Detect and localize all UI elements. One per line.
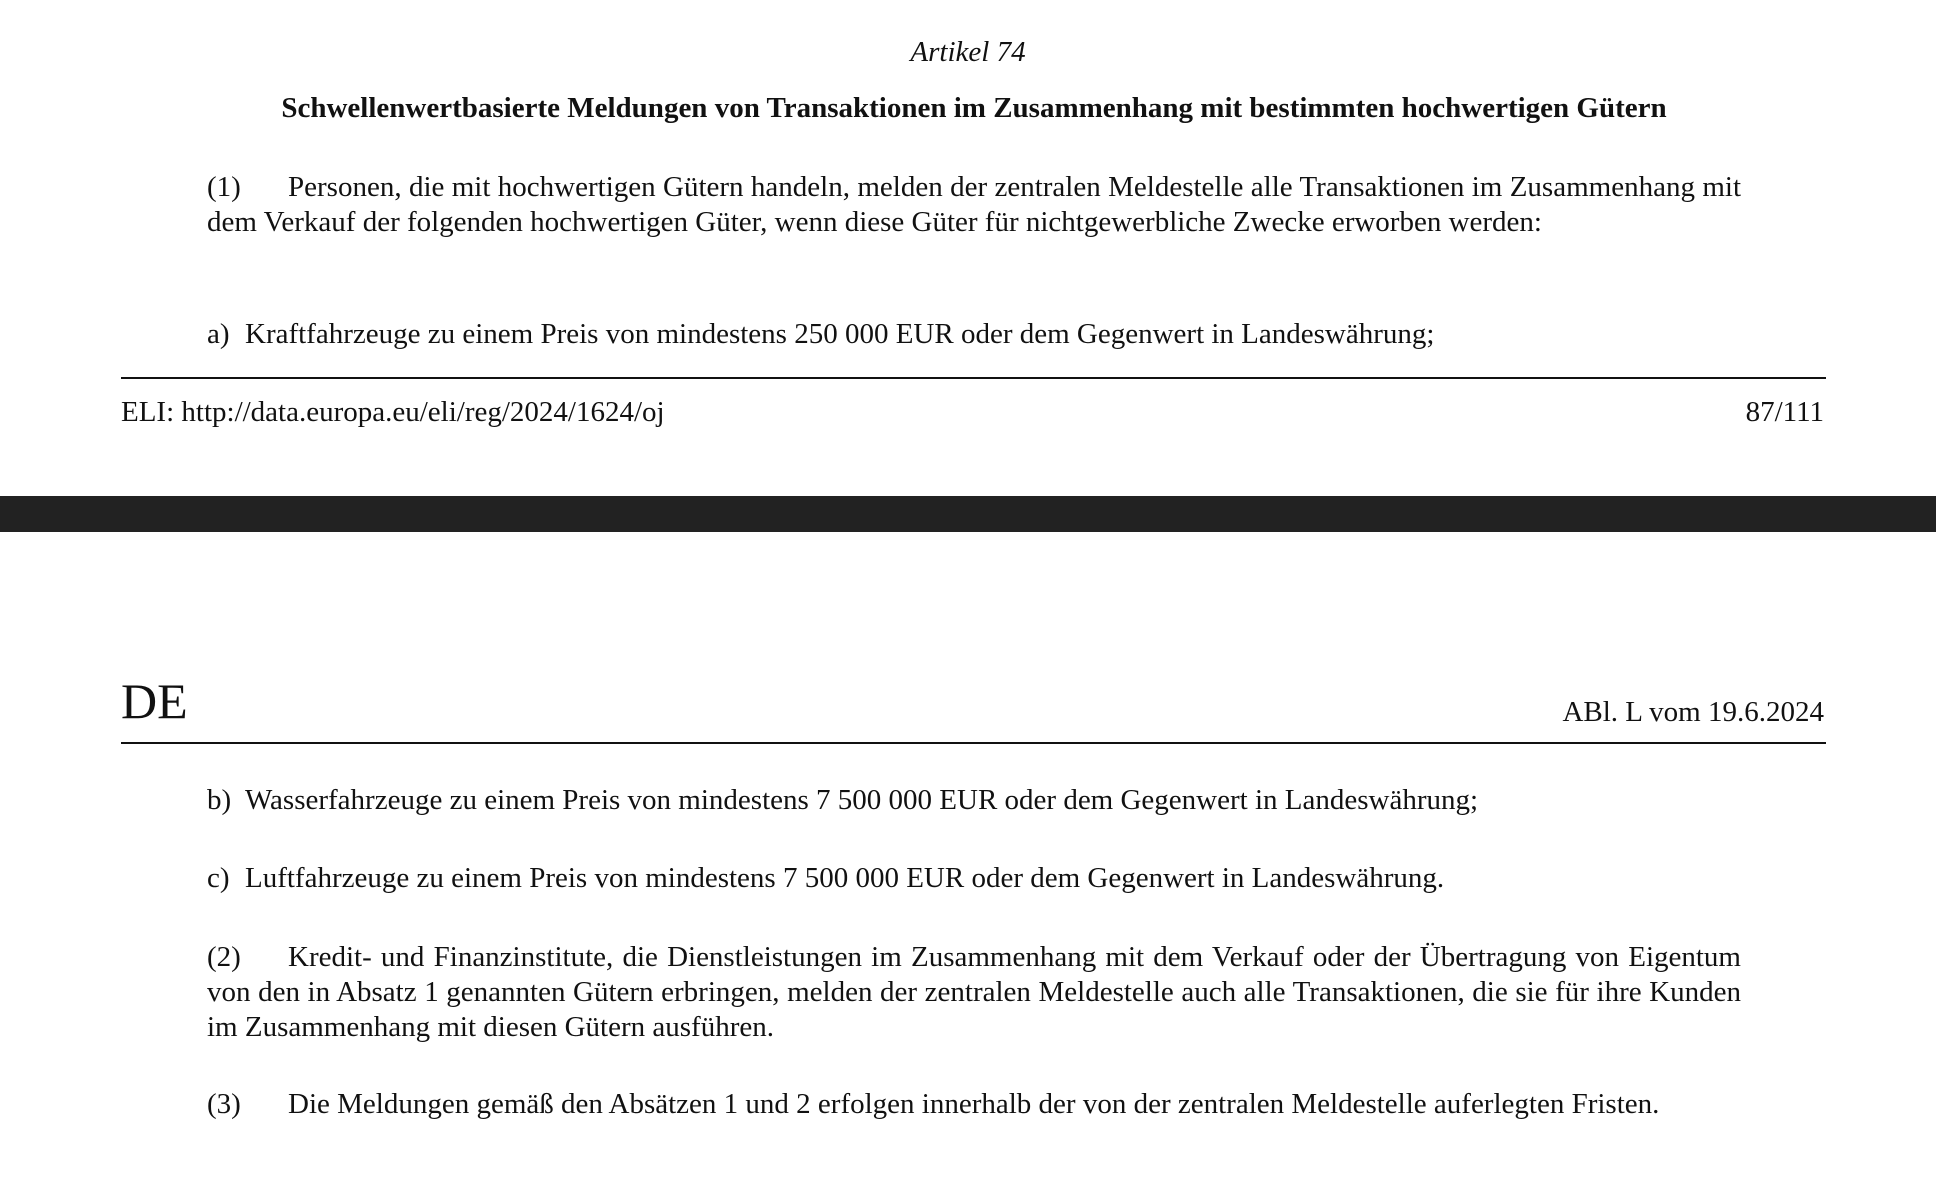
list-item-c-letter: c) (207, 862, 230, 894)
page-87 (0, 0, 1936, 496)
paragraph-2-number: (2) (207, 941, 241, 973)
page-separator (0, 496, 1936, 532)
paragraph-2 (207, 940, 1741, 1045)
list-item-c-text: Luftfahrzeuge zu einem Preis von mindestens 7 500 000 EUR oder dem Gegenwert in Landeswährung. (245, 862, 1445, 894)
list-item-c (207, 862, 1444, 895)
footer-rule (121, 377, 1826, 379)
article-label: Artikel 74 (910, 36, 1026, 68)
header-rule (121, 742, 1826, 744)
article-title: Schwellenwertbasierte Meldungen von Transaktionen im Zusammenhang mit bestimmten hochwertigen Gütern (281, 92, 1667, 124)
paragraph-3 (207, 1087, 1741, 1122)
paragraph-1-number: (1) (207, 171, 241, 203)
header-journal-reference: ABl. L vom 19.6.2024 (1562, 696, 1824, 728)
paragraph-1 (207, 170, 1741, 240)
paragraph-3-number: (3) (207, 1088, 241, 1120)
paragraph-2-text: Kredit- und Finanzinstitute, die Dienstleistungen im Zusammenhang mit dem Verkauf oder der Übertragung von Eigentum von den in Absatz 1 genannten Gütern erbringen, melden der zentralen Meldestelle auch alle Transaktionen, die sie für ihre Kunden im Zusammenhang mit diesen Gütern ausführen. (207, 941, 1741, 1043)
header-language-code: DE (121, 673, 188, 729)
list-item-b-letter: b) (207, 784, 232, 816)
list-item-a (207, 318, 1434, 351)
list-item-a-letter: a) (207, 318, 230, 350)
footer-eli-link[interactable]: ELI: http://data.europa.eu/eli/reg/2024/1624/oj (121, 396, 665, 428)
paragraph-1-text: Personen, die mit hochwertigen Gütern handeln, melden der zentralen Meldestelle alle Transaktionen im Zusammenhang mit dem Verkauf der folgenden hochwertigen Güter, wenn diese Güter für nichtgewerbliche Zwecke erworben werden: (207, 171, 1741, 238)
list-item-b-text: Wasserfahrzeuge zu einem Preis von mindestens 7 500 000 EUR oder dem Gegenwert in Landeswährung; (245, 784, 1479, 816)
list-item-a-text: Kraftfahrzeuge zu einem Preis von mindestens 250 000 EUR oder dem Gegenwert in Landeswährung; (245, 318, 1435, 350)
list-item-b (207, 784, 1478, 817)
paragraph-3-text: Die Meldungen gemäß den Absätzen 1 und 2 erfolgen innerhalb der von der zentralen Meldestelle auferlegten Fristen. (288, 1088, 1660, 1120)
footer-page-number: 87/111 (1745, 396, 1824, 428)
